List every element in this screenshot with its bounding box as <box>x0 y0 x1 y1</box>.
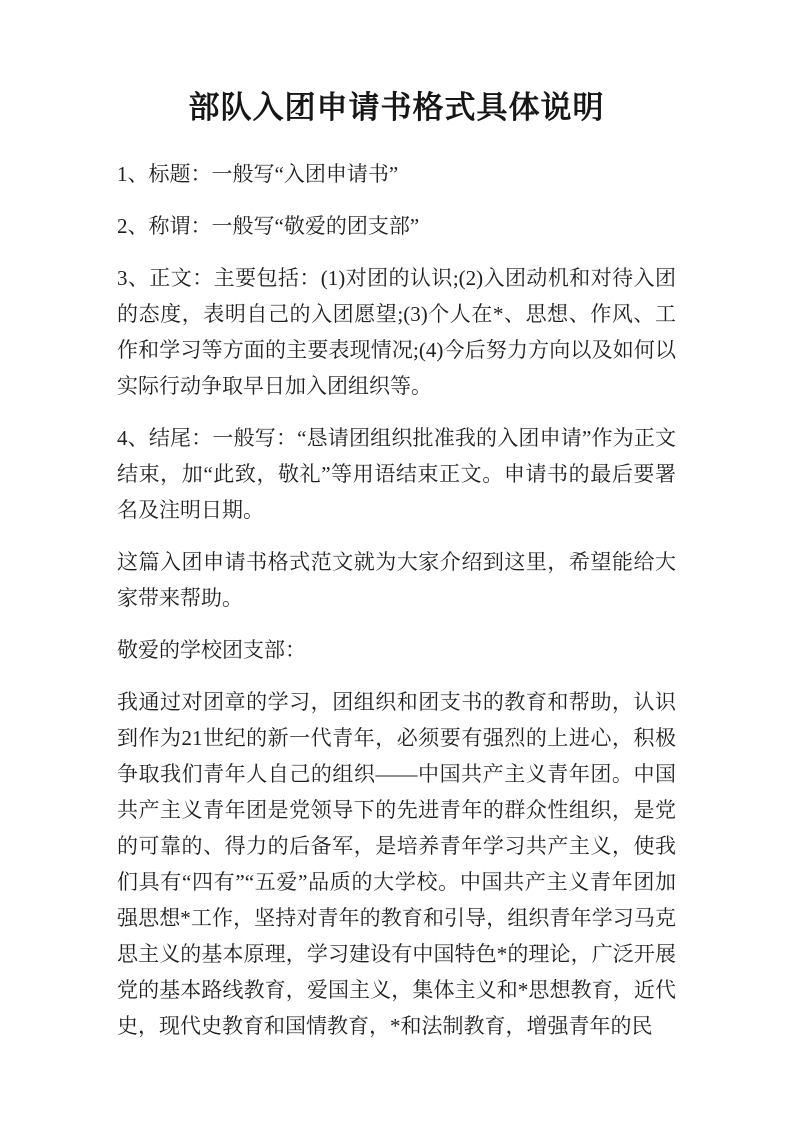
paragraph-ending-rule-4: 4、结尾：一般写：“恳请团组织批准我的入团申请”作为正文结束，加“此致，敬礼”等用语结束正文。申请书的最后要署名及注明日期。 <box>117 426 676 522</box>
paragraph-body-rule-3: 3、正文：主要包括：(1)对团的认识;(2)入团动机和对待入团的态度，表明自己的入团愿望;(3)个人在*、思想、作风、工作和学习等方面的主要表现情况;(4)今后努力方向以及如何以实际行动争取早日加入团组织等。 <box>117 266 676 398</box>
paragraph-salutation-rule-2: 2、称谓：一般写“敬爱的团支部” <box>117 214 420 238</box>
paragraph-sample-salutation: 敬爱的学校团支部： <box>117 638 306 662</box>
paragraph-closing-note: 这篇入团申请书格式范文就为大家介绍到这里，希望能给大家带来帮助。 <box>117 550 676 610</box>
document-body <box>117 156 676 1044</box>
paragraph-heading-rule-1: 1、标题：一般写“入团申请书” <box>117 162 399 186</box>
paragraph-sample-body: 我通过对团章的学习，团组织和团支书的教育和帮助，认识到作为21世纪的新一代青年，必须要有强烈的上进心，积极争取我们青年人自己的组织——中国共产主义青年团。中国共产主义青年团是党领导下的先进青年的群众性组织，是党的可靠的、得力的后备军，是培养青年学习共产主义，使我们具有“四有”“五爱”品质的大学校。中国共产主义青年团加强思想*工作，坚持对青年的教育和引导，组织青年学习马克思主义的基本原理，学习建设有中国特色*的理论，广泛开展党的基本路线教育，爱国主义，集体主义和*思想教育，近代史，现代史教育和国情教育，*和法制教育，增强青年的民 <box>117 690 676 1038</box>
document-title: 部队入团申请书格式具体说明 <box>188 90 605 125</box>
